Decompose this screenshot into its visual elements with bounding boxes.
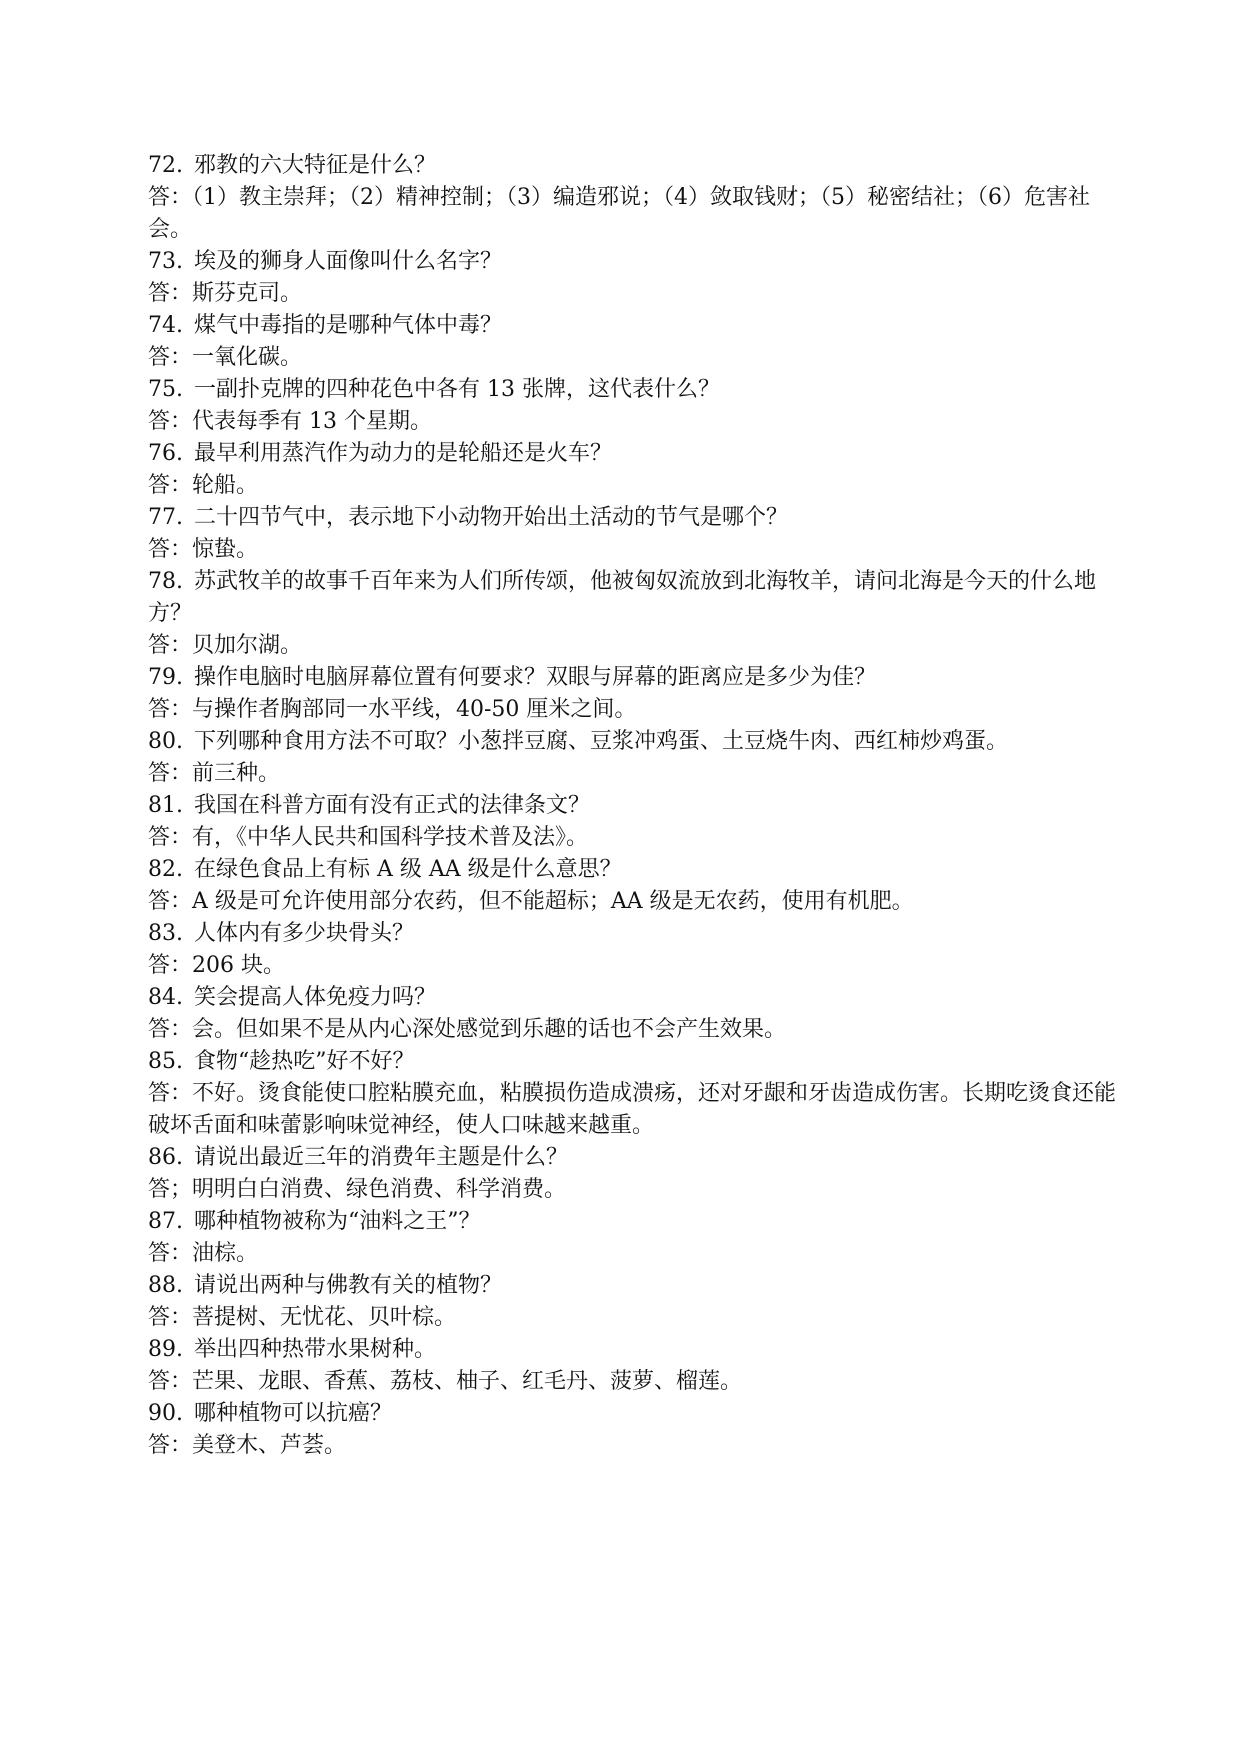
question-number: 88.	[148, 1273, 183, 1298]
question-number: 79.	[148, 665, 183, 690]
answer-line: 答：菩提树、无忧花、贝叶棕。	[148, 1305, 457, 1330]
answer-line: 答：斯芬克司。	[148, 281, 303, 306]
question-text: 哪种植物被称为“油料之王”？	[194, 1209, 481, 1234]
question-line	[148, 1398, 1118, 1430]
question-line	[148, 790, 1118, 822]
answer-line: 答：206 块。	[148, 953, 285, 978]
question-line	[148, 1206, 1118, 1238]
question-line	[148, 438, 1118, 470]
question-number: 84.	[148, 985, 183, 1010]
question-text: 请说出两种与佛教有关的植物？	[194, 1273, 503, 1298]
question-text: 我国在科普方面有没有正式的法律条文？	[194, 793, 591, 818]
answer-line: 答：前三种。	[148, 761, 281, 786]
answer-line: 答：不好。烫食能使口腔粘膜充血，粘膜损伤造成溃疡，还对牙龈和牙齿造成伤害。长期吃烫食还能破坏舌面和味蕾影响味觉神经，使人口味越来越重。	[148, 1081, 1117, 1138]
question-text: 举出四种热带水果树种。	[194, 1337, 437, 1362]
question-line	[148, 982, 1118, 1014]
answer-line: 答：油棕。	[148, 1241, 259, 1266]
question-text: 在绿色食品上有标 A 级 AA 级是什么意思？	[194, 857, 622, 882]
question-line	[148, 150, 1118, 182]
question-number: 82.	[148, 857, 183, 882]
question-number: 76.	[148, 441, 183, 466]
question-line	[148, 726, 1118, 758]
question-number: 90.	[148, 1401, 183, 1426]
question-number: 77.	[148, 505, 183, 530]
answer-line: 答：轮船。	[148, 473, 259, 498]
question-line	[148, 918, 1118, 950]
question-line	[148, 246, 1118, 278]
answer-line: 答：A 级是可允许使用部分农药，但不能超标；AA 级是无农药，使用有机肥。	[148, 889, 914, 914]
question-number: 72.	[148, 153, 183, 178]
question-number: 86.	[148, 1145, 183, 1170]
question-number: 75.	[148, 377, 183, 402]
answer-line: 答：有，《中华人民共和国科学技术普及法》。	[148, 825, 589, 850]
answer-line: 答：与操作者胸部同一水平线，40-50 厘米之间。	[148, 697, 637, 722]
question-number: 83.	[148, 921, 183, 946]
question-number: 74.	[148, 313, 183, 338]
question-text: 笑会提高人体免疫力吗？	[194, 985, 437, 1010]
question-line	[148, 1334, 1118, 1366]
question-number: 81.	[148, 793, 183, 818]
question-line	[148, 1142, 1118, 1174]
question-text: 邪教的六大特征是什么？	[194, 153, 437, 178]
question-text: 食物“趁热吃”好不好？	[194, 1049, 415, 1074]
question-line	[148, 566, 1118, 630]
question-number: 85.	[148, 1049, 183, 1074]
question-number: 80.	[148, 729, 183, 754]
answer-line: 答：惊蛰。	[148, 537, 259, 562]
question-text: 哪种植物可以抗癌？	[194, 1401, 393, 1426]
question-text: 埃及的狮身人面像叫什么名字？	[194, 249, 503, 274]
question-text: 人体内有多少块骨头？	[194, 921, 415, 946]
question-text: 最早利用蒸汽作为动力的是轮船还是火车？	[194, 441, 613, 466]
question-number: 87.	[148, 1209, 183, 1234]
question-text: 苏武牧羊的故事千百年来为人们所传颂，他被匈奴流放到北海牧羊，请问北海是今天的什么地方？	[148, 569, 1097, 626]
question-text: 二十四节气中，表示地下小动物开始出土活动的节气是哪个？	[194, 505, 789, 530]
question-line	[148, 1270, 1118, 1302]
question-line	[148, 1046, 1118, 1078]
question-text: 煤气中毒指的是哪种气体中毒？	[194, 313, 503, 338]
question-text: 操作电脑时电脑屏幕位置有何要求？双眼与屏幕的距离应是多少为佳？	[194, 665, 877, 690]
question-text: 下列哪种食用方法不可取？小葱拌豆腐、豆浆冲鸡蛋、土豆烧牛肉、西红柿炒鸡蛋。	[194, 729, 1009, 754]
answer-line: 答；明明白白消费、绿色消费、科学消费。	[148, 1177, 567, 1202]
question-line	[148, 662, 1118, 694]
answer-line: 答：（1）教主崇拜；（2）精神控制；（3）编造邪说；（4）敛取钱财；（5）秘密结社；（6）危害社会。	[148, 185, 1090, 242]
question-line	[148, 310, 1118, 342]
question-line	[148, 502, 1118, 534]
answer-line: 答：一氧化碳。	[148, 345, 303, 370]
document-page	[148, 150, 1118, 1462]
answer-line: 答：美登木、芦荟。	[148, 1433, 347, 1458]
answer-line: 答：芒果、龙眼、香蕉、荔枝、柚子、红毛丹、菠萝、榴莲。	[148, 1369, 743, 1394]
question-number: 73.	[148, 249, 183, 274]
answer-line: 答：贝加尔湖。	[148, 633, 303, 658]
question-line	[148, 854, 1118, 886]
answer-line: 答：代表每季有 13 个星期。	[148, 409, 432, 434]
question-text: 请说出最近三年的消费年主题是什么？	[194, 1145, 569, 1170]
question-number: 89.	[148, 1337, 183, 1362]
question-text: 一副扑克牌的四种花色中各有 13 张牌，这代表什么？	[194, 377, 720, 402]
answer-line: 答：会。但如果不是从内心深处感觉到乐趣的话也不会产生效果。	[148, 1017, 787, 1042]
question-number: 78.	[148, 569, 183, 594]
question-line	[148, 374, 1118, 406]
